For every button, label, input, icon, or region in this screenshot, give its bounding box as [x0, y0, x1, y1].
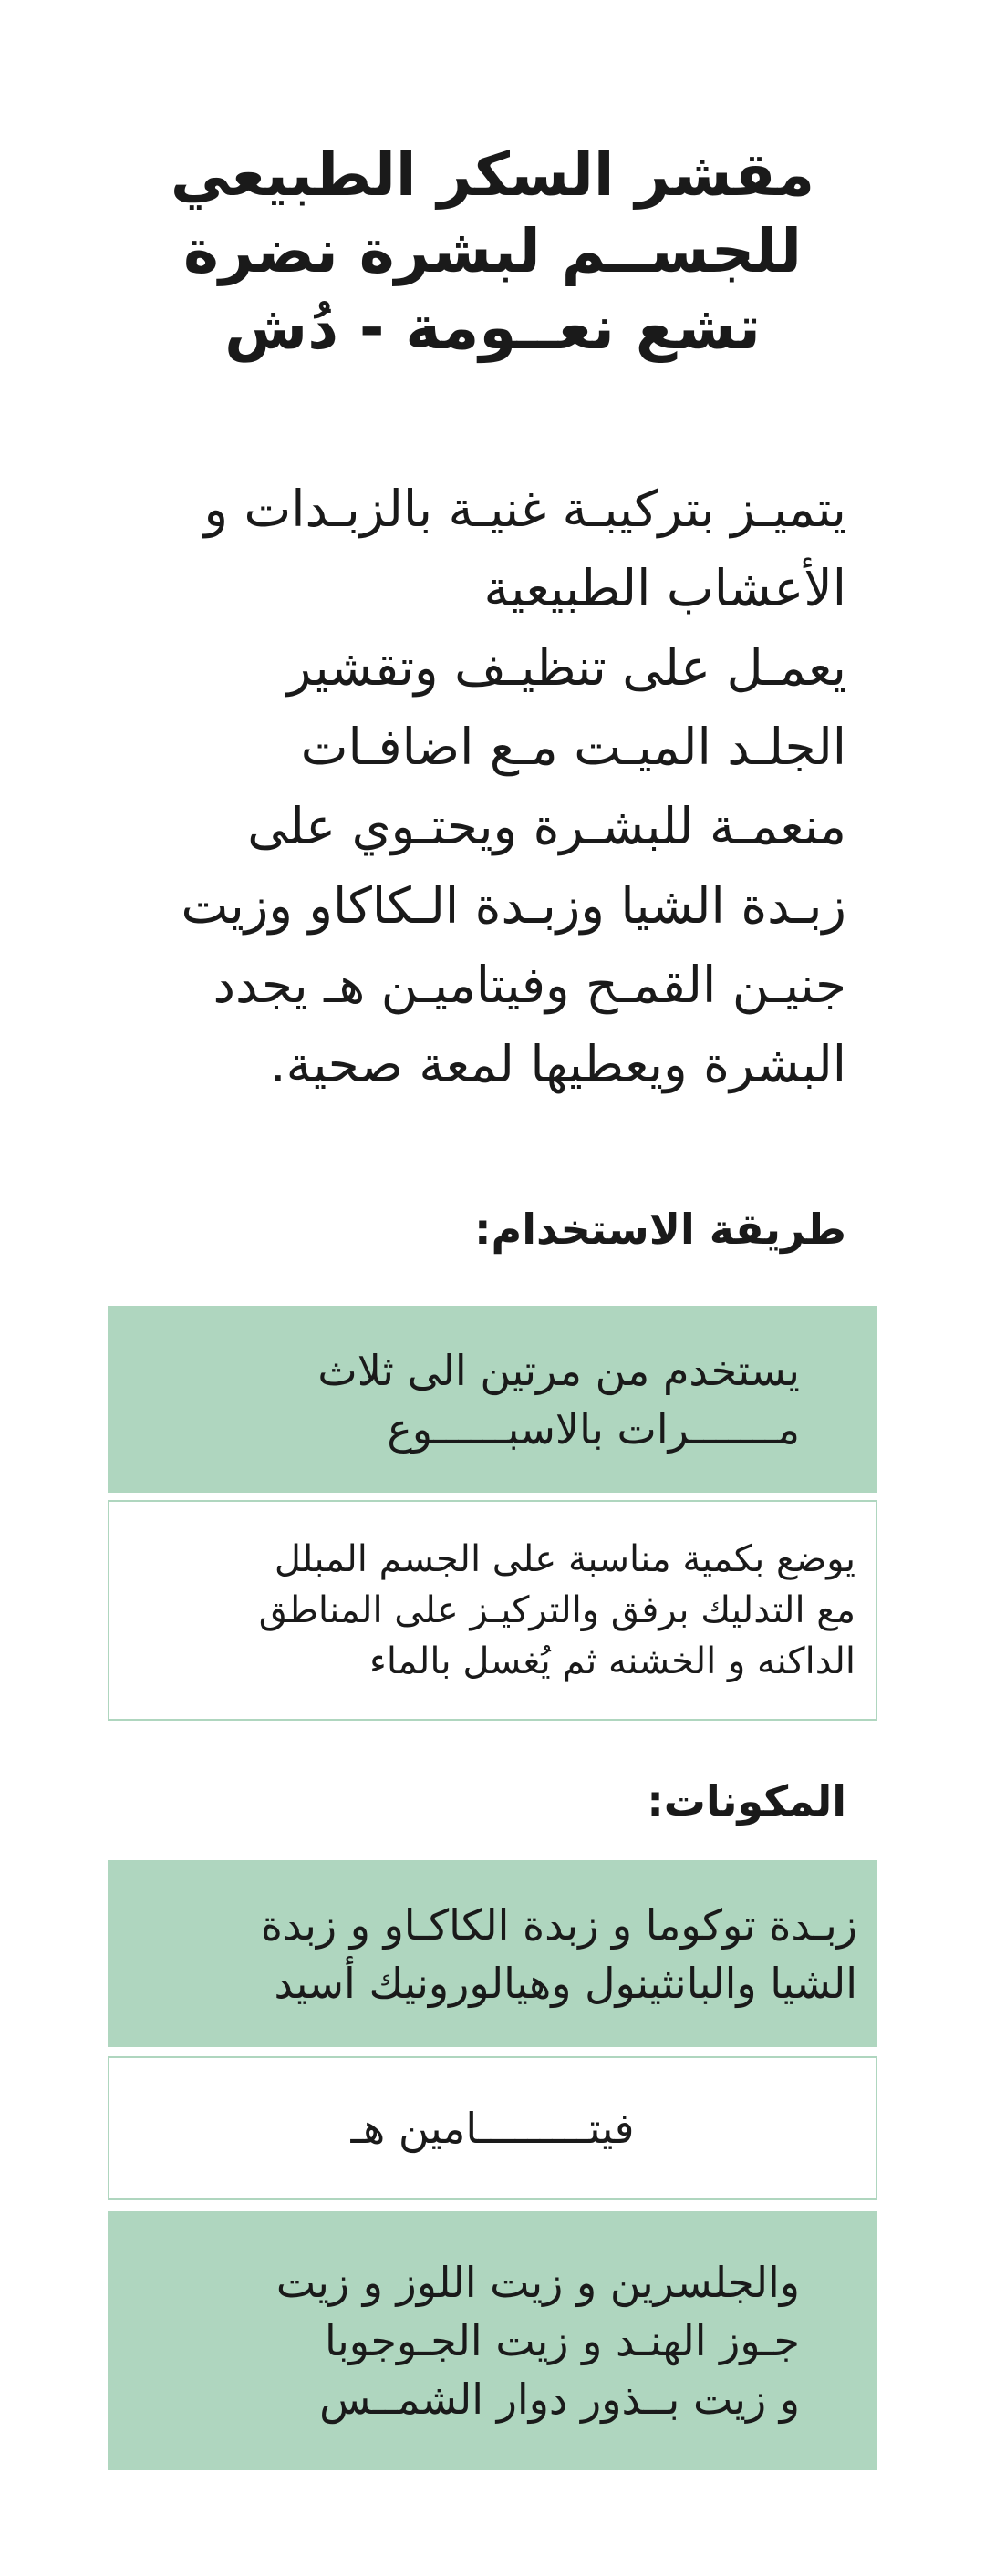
product-description: يتميـز بتركيبـة غنيـة بالزبـدات و الأعشاب الطبيعية يعمـل على تنظيـف وتقشير الجلـد الميـت مـع اضافـات منعمـة للبشـرة ويحتـوي على زبـدة الشيا وزبـدة الـكاكاو وزيت جنيـن القمـح وفيتاميـن هـ يجدد البشرة ويعطيها لمعة صحية.	[181, 480, 846, 1093]
ingredients-butters-text: زبـدة توكوما و زبدة الكاكـاو و زبدة الشيا والبانثينول وهيالورونيك أسيد	[260, 1899, 857, 2008]
usage-heading: طريقة الاستخدام:	[474, 1205, 846, 1254]
usage-frequency-box	[108, 1306, 877, 1493]
ingredients-vitamin-text: فيتـــــــــامين هـ	[350, 2104, 635, 2153]
usage-instructions-text: يوضع بكمية مناسبة على الجسم المبلل مع التدليك برفق والتركيـز على المناطق الداكنه و الخشنه ثم يُغسل بالماء	[258, 1538, 855, 1682]
usage-frequency-text: يستخدم من مرتين الى ثلاث مـــــــرات بالاسبــــــوع	[317, 1345, 800, 1454]
ingredients-vitamin-box	[108, 2056, 877, 2200]
product-title: مقشر السكر الطبيعي للجســم لبشرة نضرة تشع نعــومة - دُش	[170, 140, 815, 363]
usage-instructions-box	[108, 1500, 877, 1721]
ingredients-butters-box	[108, 1860, 877, 2047]
ingredients-oils-box	[108, 2211, 877, 2470]
ingredients-oils-text: والجلسرين و زيت اللوز و زيت جـوز الهنـد و زيت الجـوجوبا و زيت بــذور دوار الشمــس	[275, 2258, 800, 2424]
ingredients-heading: المكونات:	[647, 1776, 846, 1826]
